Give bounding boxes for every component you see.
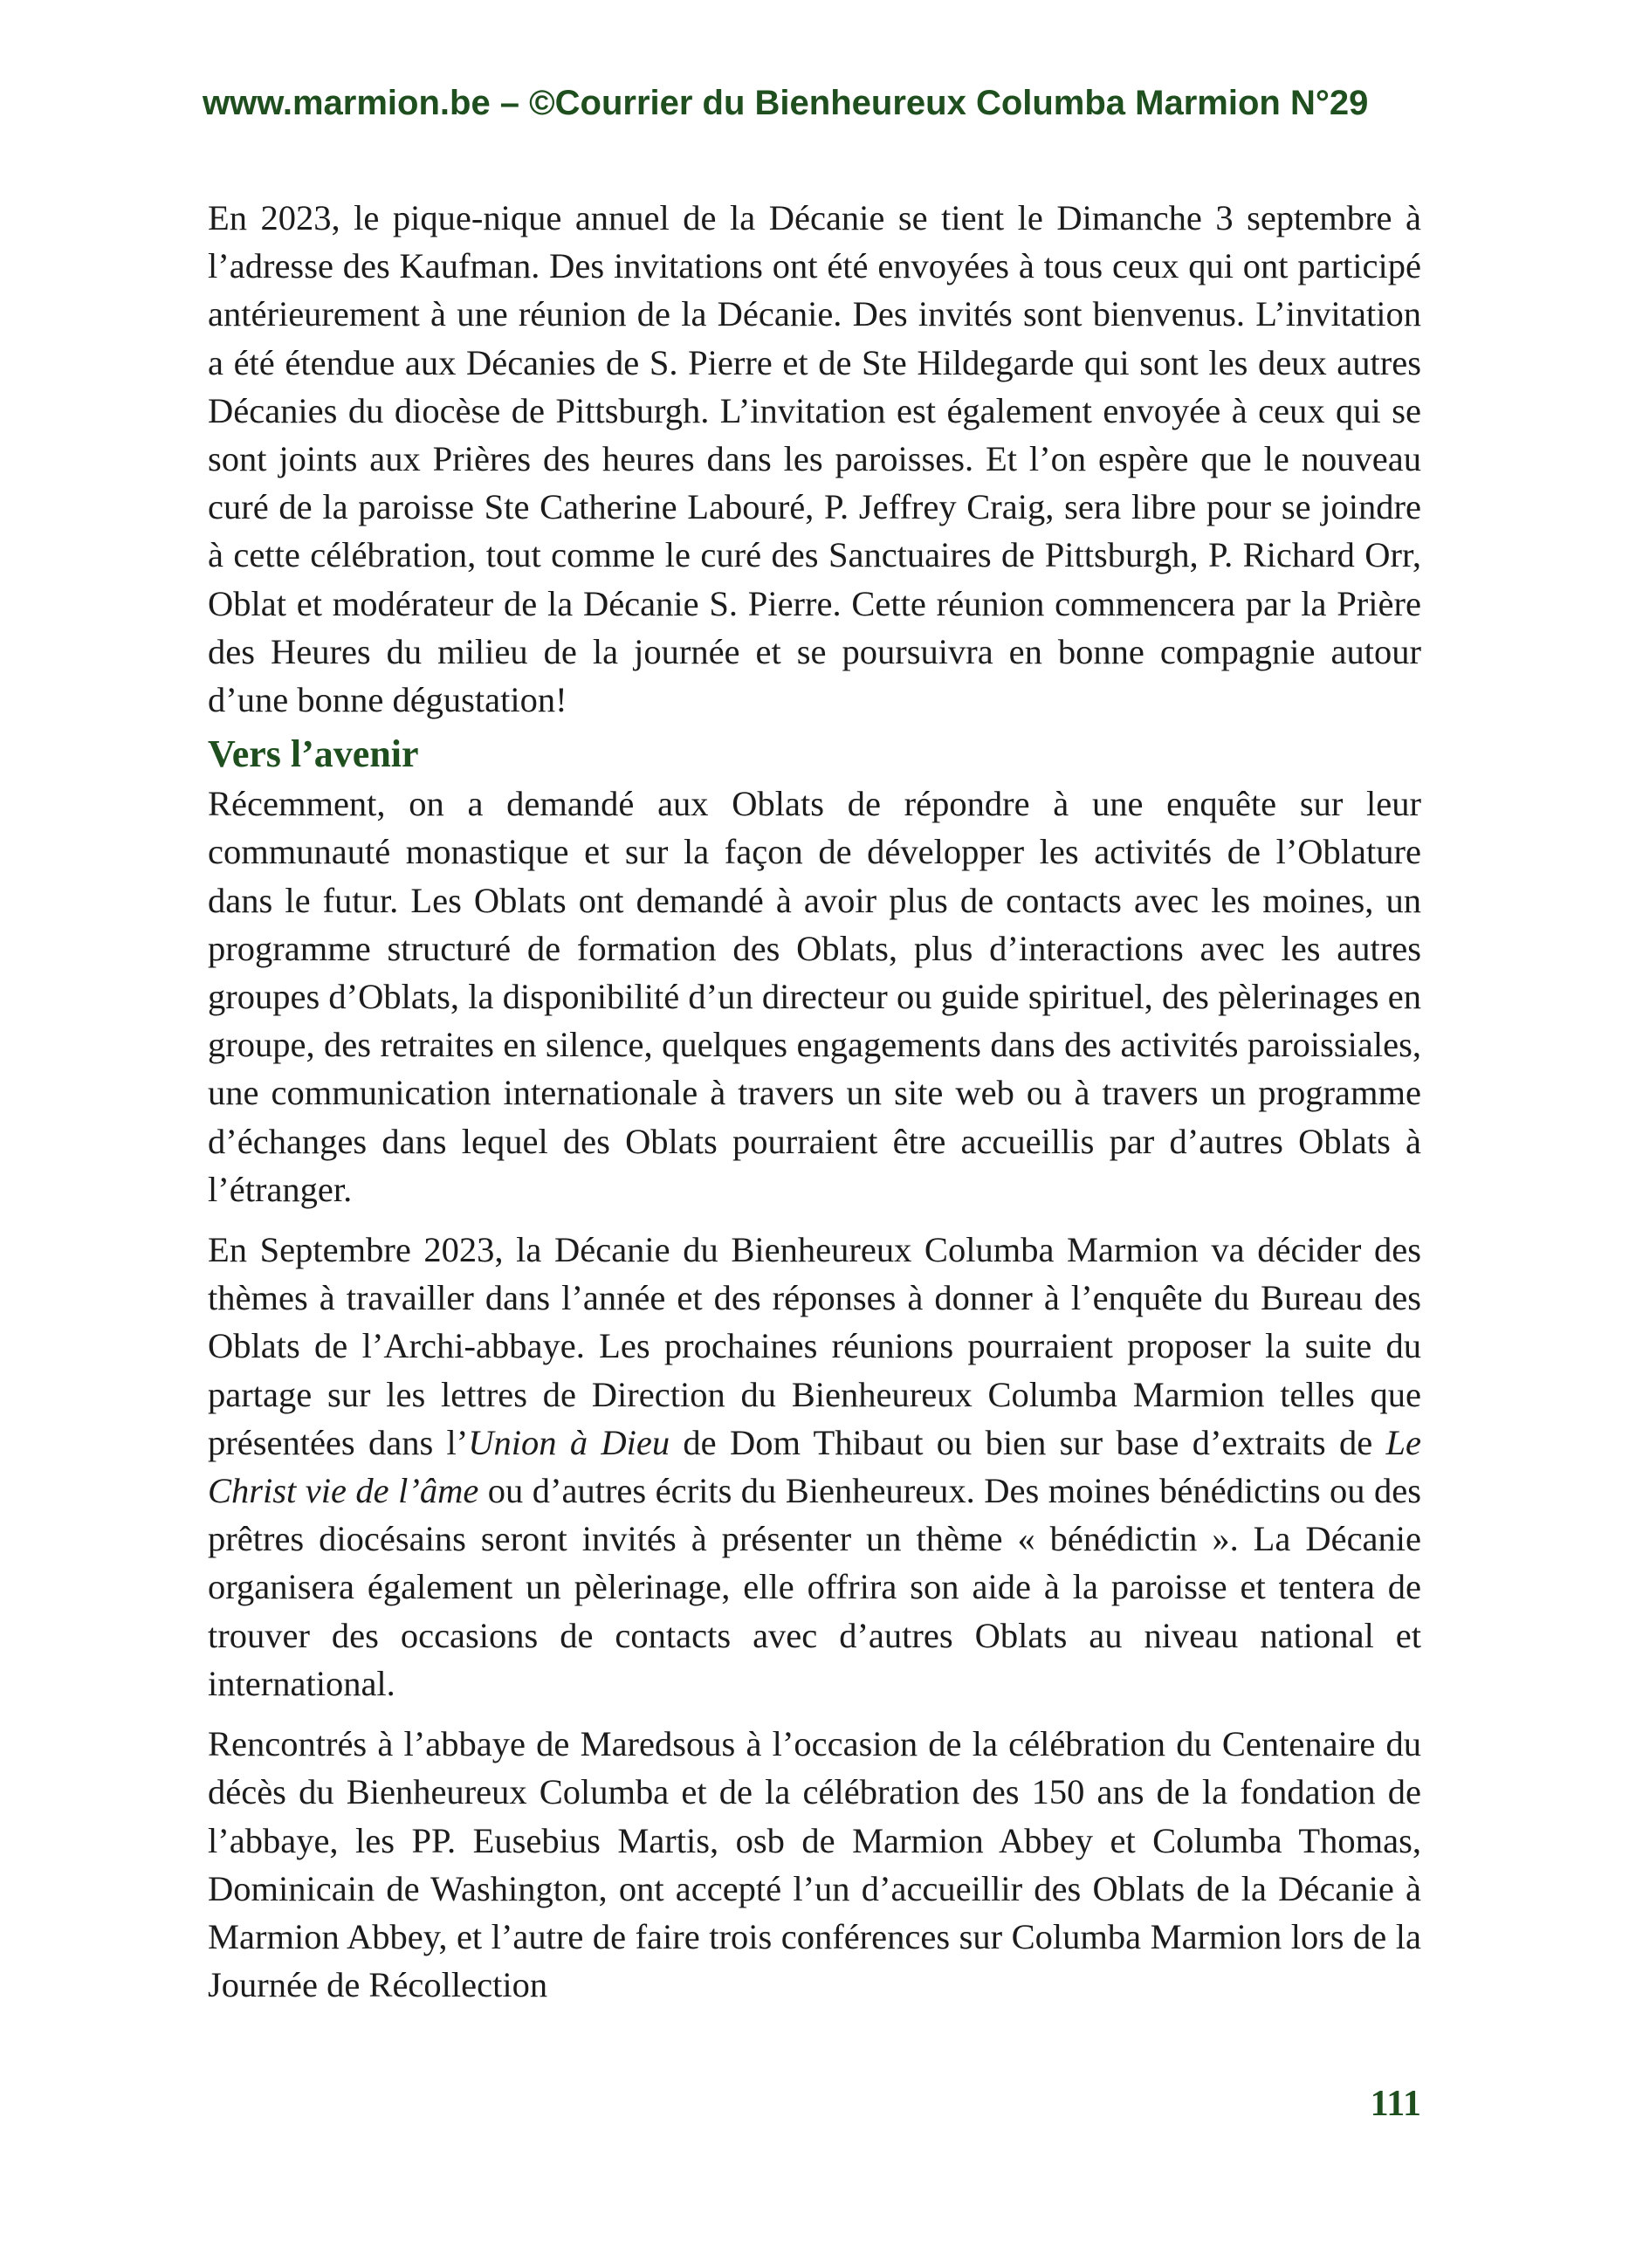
- paragraph-maredsous: Rencontrés à l’abbaye de Maredsous à l’occasion de la célébration du Centenaire du décès du Bienheureux Columba et de la célébration des 150 ans de la fondation de l’abbaye, les PP. Eusebius Martis, osb de Marmion Abbey et Columba Thomas, Dominicain de Washington, ont accepté l’un d’accueillir des Oblats de la Décanie à Marmion Abbey, et l’autre de faire trois conférences sur Columba Marmion lors de la Journée de Récollection: [208, 1724, 1421, 2005]
- paragraph-themes-part-1: En Septembre 2023, la Décanie du Bienheureux Columba Marmion va décider des thèmes à travailler dans l’année et des réponses à donner à l’enquête du Bureau des Oblats de l’Archi-abbaye. Les prochaines réunions pourraient proposer la suite du partage sur les lettres de Direction du Bienheureux Columba Marmion telles que présentées dans l’: [208, 1230, 1421, 1462]
- paragraph-picnic: En 2023, le pique-nique annuel de la Décanie se tient le Dimanche 3 septembre à l’adresse des Kaufman. Des invitations ont été envoyées à tous ceux qui ont participé antérieurement à une réunion de la Décanie. Des invités sont bienvenus. L’invitation a été étendue aux Décanies de S. Pierre et de Ste Hildegarde qui sont les deux autres Décanies du diocèse de Pittsburgh. L’invitation est également envoyée à ceux qui se sont joints aux Prières des heures dans les paroisses. Et l’on espère que le nouveau curé de la paroisse Ste Catherine Labouré, P. Jeffrey Craig, sera libre pour se joindre à cette célébration, tout comme le curé des Sanctuaires de Pittsburgh, P. Richard Orr, Oblat et modérateur de la Décanie S. Pierre. Cette réunion commencera par la Prière des Heures du milieu de la journée et se poursuivra en bonne compagnie autour d’une bonne dégustation!: [208, 198, 1421, 720]
- body-text: [208, 194, 1421, 2021]
- paragraph-themes: [208, 1226, 1421, 1708]
- section-heading: Vers l’avenir: [208, 732, 419, 776]
- page-number: 111: [1370, 2084, 1421, 2124]
- paragraph-survey: Récemment, on a demandé aux Oblats de répondre à une enquête sur leur communauté monastique et sur la façon de développer les activités de l’Oblature dans le futur. Les Oblats ont demandé à avoir plus de contacts avec les moines, un programme structuré de formation des Oblats, plus d’interactions avec les autres groupes d’Oblats, la disponibilité d’un directeur ou guide spirituel, des pèlerinages en groupe, des retraites en silence, quelques engagements dans des activités paroissiales, une communication internationale à travers un site web ou à travers un programme d’échanges dans lequel des Oblats pourraient être accueillis par d’autres Oblats à l’étranger.: [208, 784, 1421, 1209]
- book-title-le-christ-vie-de-lame: Le Christ vie de l’âme: [208, 1422, 1421, 1511]
- paragraph-themes-part-3: ou d’autres écrits du Bienheureux. Des moines bénédictins ou des prêtres diocésains seront invités à présenter un thème « bénédictin ». La Décanie organisera également un pèlerinage, elle offrira son aide à la paroisse et tentera de trouver des occasions de contacts avec d’autres Oblats au niveau national et international.: [208, 1471, 1421, 1703]
- paragraph-themes-part-2: de Dom Thibaut ou bien sur base d’extraits de: [670, 1422, 1386, 1462]
- running-header: www.marmion.be – ©Courrier du Bienheureux Columba Marmion N°29: [203, 84, 1369, 122]
- book-title-union-a-dieu: Union à Dieu: [468, 1422, 670, 1462]
